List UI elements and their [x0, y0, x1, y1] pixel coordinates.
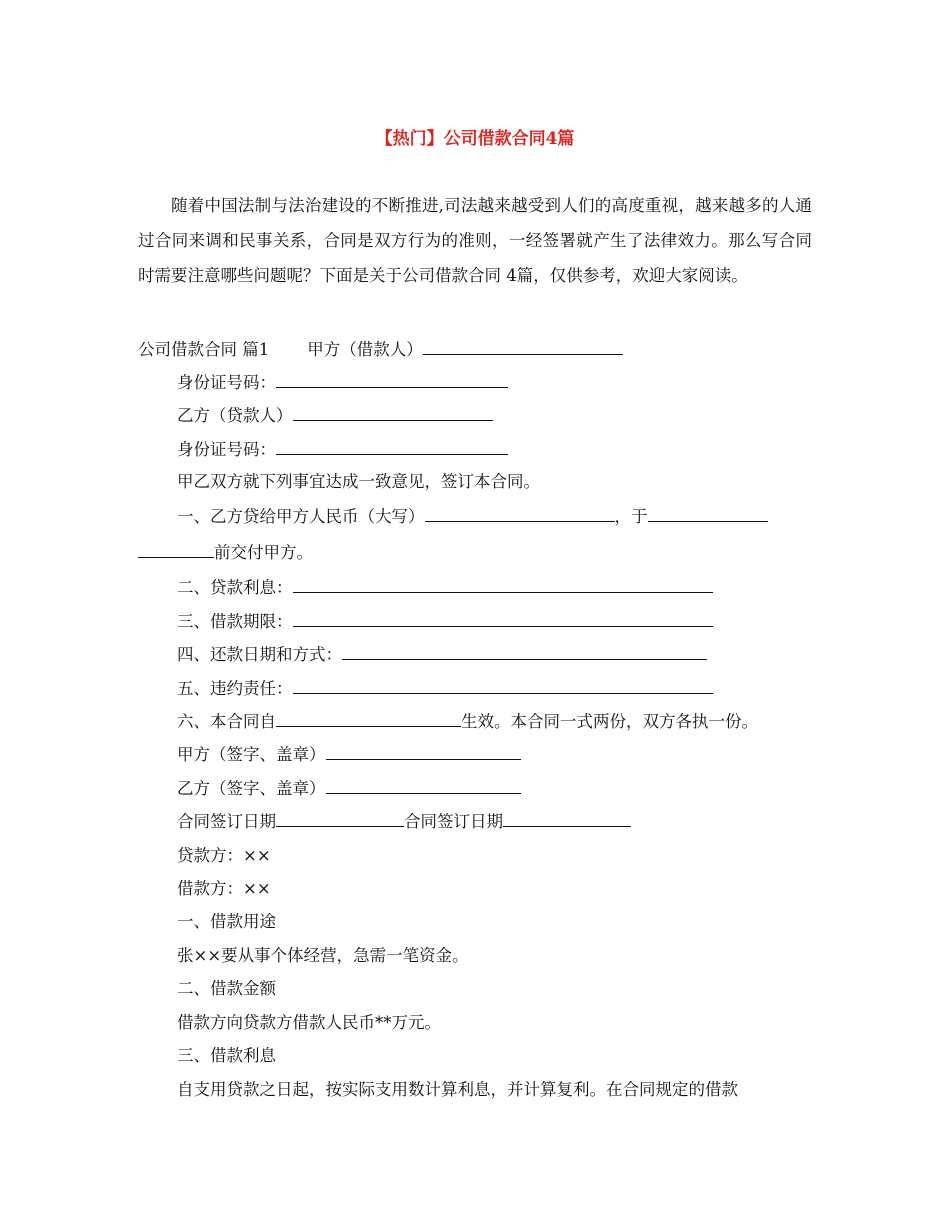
interest-blank [293, 576, 713, 593]
party-b-signature-blank [326, 777, 521, 794]
repayment-blank [342, 643, 707, 660]
delivery-date-blank [648, 505, 768, 522]
party-b-id-label: 身份证号码： [177, 440, 276, 459]
party-b-id-line [177, 438, 508, 460]
clause-1-label: 一、乙方贷给甲方人民币（大写） [177, 507, 425, 526]
signing-date-blank-1 [276, 810, 404, 827]
party-b-signature-label: 乙方（签字、盖章） [177, 779, 326, 798]
party-a-label: 甲方（借款人） [307, 340, 423, 359]
intro-paragraph: 随着中国法制与法治建设的不断推进,司法越来越受到人们的高度重视，越来越多的人通过合同来调和民事关系，合同是双方行为的准则，一经签署就产生了法律效力。那么写合同时需要注意哪些问题呢？下面是关于公司借款合同 4篇，仅供参考，欢迎大家阅读。 [138, 196, 812, 285]
contract-heading-line [138, 338, 623, 360]
clause-4-line [177, 643, 707, 665]
clause-6-label: 六、本合同自 [177, 712, 276, 731]
document-title: 【热门】公司借款合同4篇 [375, 129, 575, 149]
clause-5-line [177, 677, 713, 699]
party-b-signature-line [177, 777, 521, 799]
effective-date-blank [276, 710, 461, 727]
signing-date-line [177, 810, 631, 832]
party-b-line [177, 404, 493, 426]
party-a-id-label: 身份证号码： [177, 373, 276, 392]
term-blank [293, 610, 713, 627]
clause-5-label: 五、违约责任： [177, 679, 293, 698]
liability-blank [293, 677, 713, 694]
clause-3-line [177, 610, 713, 632]
borrower-line: 借款方：×× [177, 879, 271, 898]
party-a-signature-label: 甲方（签字、盖章） [177, 745, 326, 764]
party-a-signature-line [177, 743, 521, 765]
contract-section-label: 公司借款合同 篇1 [138, 340, 270, 359]
lender-line: 贷款方：×× [177, 846, 271, 865]
loan-amount-blank [425, 505, 615, 522]
party-a-id-blank [276, 371, 508, 388]
party-b-blank [293, 404, 493, 421]
clause-1-yu: ，于 [614, 507, 648, 526]
clause-1-line [177, 505, 768, 527]
party-b-label: 乙方（贷款人） [177, 406, 293, 425]
amount-text: 借款方向贷款方借款人民币**万元。 [177, 1013, 441, 1032]
clause-2-line [177, 576, 713, 598]
clause-6-text: 生效。本合同一式两份，双方各执一份。 [461, 712, 758, 731]
clause-6-line [177, 710, 758, 732]
purpose-text: 张××要从事个体经营，急需一笔资金。 [177, 946, 469, 965]
party-b-id-blank [276, 438, 508, 455]
party-a-signature-blank [326, 743, 521, 760]
clause-4-label: 四、还款日期和方式： [177, 645, 342, 664]
clause-2-label: 二、贷款利息： [177, 578, 293, 597]
agreement-line: 甲乙双方就下列事宜达成一致意见，签订本合同。 [177, 472, 540, 491]
section-interest-heading: 三、借款利息 [177, 1046, 276, 1065]
interest-text: 自支用贷款之日起，按实际支用数计算利息，并计算复利。在合同规定的借款 [177, 1080, 738, 1099]
party-a-id-line [177, 371, 508, 393]
section-purpose-heading: 一、借款用途 [177, 912, 276, 931]
signing-date-label-2: 合同签订日期 [404, 812, 503, 831]
party-a-blank [423, 338, 623, 355]
clause-3-label: 三、借款期限： [177, 612, 293, 631]
signing-date-label-1: 合同签订日期 [177, 812, 276, 831]
signing-date-blank-2 [503, 810, 631, 827]
delivery-date-blank-cont [138, 541, 214, 558]
clause-1-cont-text: 前交付甲方。 [214, 543, 313, 562]
clause-1-cont-line [138, 541, 313, 563]
section-amount-heading: 二、借款金额 [177, 979, 276, 998]
